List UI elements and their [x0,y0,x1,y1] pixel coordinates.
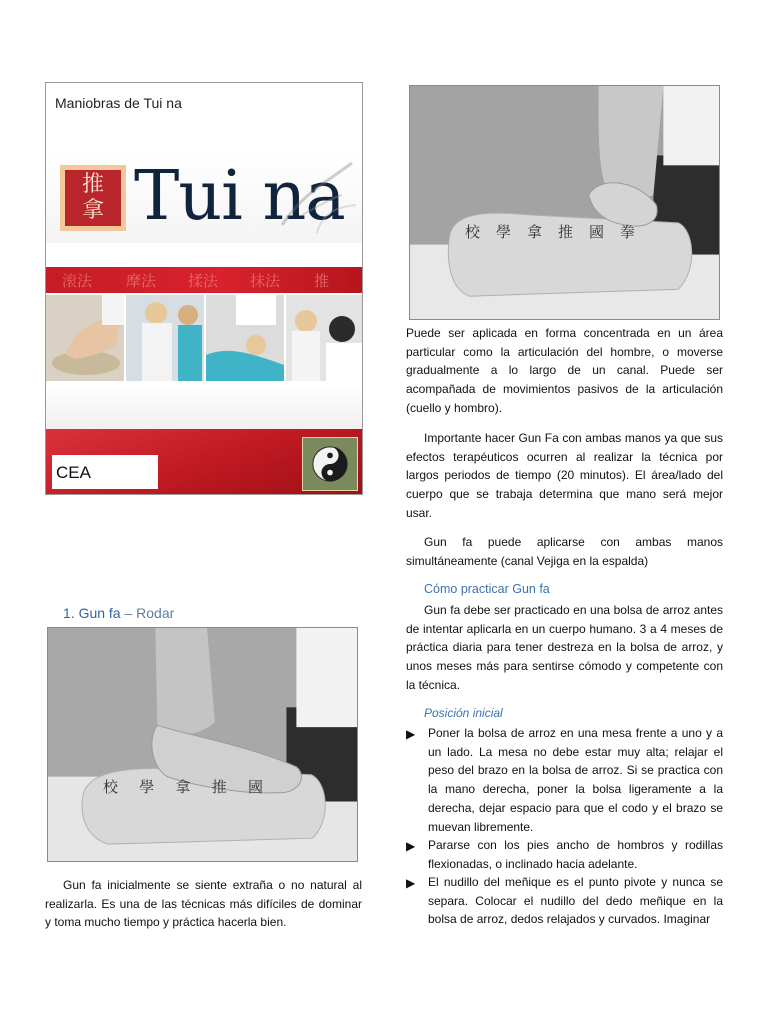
bag-char-6: 拳 [619,223,635,241]
photo-hand-bag [46,295,124,381]
tuina-logo [46,153,363,243]
seal-char-2: 拿 [81,198,104,223]
list-item-text: El nudillo del meñique es el punto pivote y nunca se separa. Colocar el nudillo del dedo meñique en la bolsa de arroz, dedos relajados y curvados. Imaginar [428,875,723,927]
bullet-arrow-icon: ▶ [406,876,416,890]
bag-char-4: 推 [211,778,227,796]
bag-char-2: 學 [139,778,155,796]
cover-lower-area [46,383,363,433]
chinese-seal [60,165,126,231]
brush-decoration [272,155,358,235]
cea-label: CEA [56,463,91,482]
bag-char-3: 拿 [175,778,191,796]
list-item [406,873,723,933]
photo-knuckle-on-bag [409,85,720,320]
paragraph-practice: Gun fa debe ser practicado en una bolsa de arroz antes de intentar aplicarla en un cuerpo humano. 3 a 4 meses de práctica diaria para tener destreza en la bolsa de arroz, y unos meses más para sentirse cómodo y competente con la técnica. [406,603,723,692]
bag-char-3: 拿 [526,223,542,241]
photo-back-massage [126,295,204,381]
logo-word: Tui na [134,157,345,236]
bag-char-5: 國 [247,778,263,796]
cover-image [45,82,363,495]
subheading-how-to-practice: Cómo practicar Gun fa [424,582,550,596]
treatment-photos [46,295,363,381]
bag-calligraphy [465,221,635,242]
section-heading [63,605,174,621]
subheading-initial-position: Posición inicial [424,706,503,720]
list-item [406,724,723,836]
list-item-text: Pararse con los pies ancho de hombros y rodillas flexionadas, o inclinado hacia adelante. [428,838,723,871]
bag-char-1: 校 [103,778,119,796]
paragraph-gun-fa-intro: Gun fa inicialmente se siente extraña o no natural al realizarla. Es una de las técnicas más difíciles de dominar y toma mucho tiempo y práctica hacerla bien. [45,878,362,930]
paragraph-concentrated: Puede ser aplicada en forma concentrada en un área particular como la articulación del hombre, o moverse gradualmente a lo largo de un canal. Puede ser acompañada de movimientos pasivos de la articulación (cuello y hombro). [406,326,723,415]
band-char-5: 推 [314,272,330,290]
bag-char-4: 推 [557,223,573,241]
paragraph-simultaneous: Gun fa puede aplicarse con ambas manos simultáneamente (canal Vejiga en la espalda) [406,535,723,568]
bag-char-2: 學 [495,223,511,241]
bag-calligraphy [103,776,263,797]
red-band [46,267,363,293]
photo-palm-on-bag [47,627,358,862]
paragraph-both-hands: Importante hacer Gun Fa con ambas manos ya que sus efectos terapéuticos ocurren al realizar la técnica por largos periodos de tiempo (20 minutos). El área/lado del cuerpo que se trabaja determina que mano será mejor usar. [406,431,723,520]
photo-neck-massage [206,295,284,381]
section-heading-subtitle: – Rodar [120,605,175,621]
seal-char-1: 推 [81,172,104,197]
bag-char-5: 國 [588,223,604,241]
bullet-arrow-icon: ▶ [406,839,416,853]
band-char-1: 滚法 [62,272,93,290]
band-char-4: 抹法 [250,272,281,290]
bag-char-1: 校 [465,223,481,241]
yin-yang-icon [302,437,358,491]
photo-head-massage [286,295,363,381]
cover-title: Maniobras de Tui na [55,95,182,111]
bullet-arrow-icon: ▶ [406,727,416,741]
list-item-text: Poner la bolsa de arroz en una mesa frente a uno y a un lado. La mesa no debe estar muy alta; relajar el peso del brazo en la bolsa de arroz. Si se practica con la mano derecha, poner la bolsa ligeramente a la derecha, dejar espacio para que el codo y el brazo se muevan libremente. [428,726,723,834]
section-heading-number: 1. Gun fa [63,605,121,621]
band-char-2: 摩法 [126,272,157,290]
band-char-3: 揉法 [188,272,219,290]
list-item [406,836,723,873]
cea-label-box [52,455,158,489]
